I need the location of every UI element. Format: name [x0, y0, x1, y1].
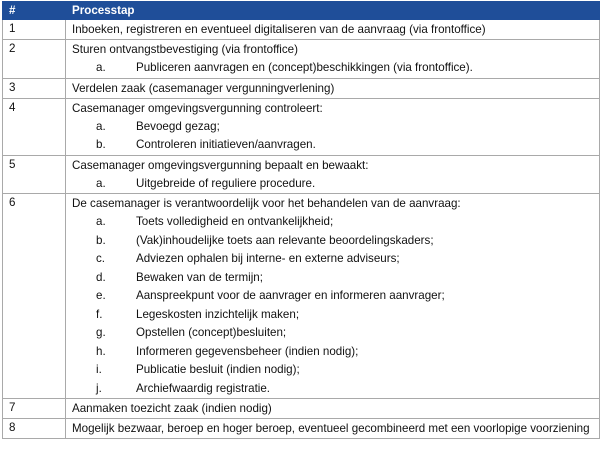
sub-item-text: Adviezen ophalen bij interne- en externe adviseurs; — [136, 252, 400, 265]
step-number: 5 — [3, 155, 66, 194]
sub-item-letter: a. — [96, 176, 106, 190]
sub-item-text: Aanspreekpunt voor de aanvrager en informeren aanvrager; — [136, 289, 445, 302]
sub-item — [72, 213, 593, 232]
step-cell — [66, 40, 600, 79]
step-number: 6 — [3, 194, 66, 399]
sub-item — [72, 118, 593, 137]
table-row — [3, 78, 600, 98]
sub-item-letter: b. — [96, 138, 106, 151]
sub-item-letter: b. — [96, 233, 106, 247]
sub-item-letter: f. — [96, 307, 103, 321]
sub-item — [72, 59, 593, 78]
sub-item-text: Informeren gegevensbeheer (indien nodig); — [136, 344, 359, 358]
step-number: 2 — [3, 40, 66, 79]
header-processtap: Processtap — [66, 2, 600, 20]
step-text: Aanmaken toezicht zaak (indien nodig) — [72, 402, 272, 415]
step-text: De casemanager is verantwoordelijk voor het behandelen van de aanvraag: — [72, 197, 461, 210]
sub-item-text: Publicatie besluit (indien nodig); — [136, 363, 300, 376]
sub-item-text: Toets volledigheid en ontvankelijkheid; — [136, 215, 334, 228]
sub-item — [72, 361, 593, 380]
step-number: 3 — [3, 78, 66, 98]
sub-item-text: (Vak)inhoudelijke toets aan relevante beoordelingskaders; — [136, 233, 434, 247]
sub-item-letter: g. — [96, 326, 106, 339]
header-number: # — [3, 2, 66, 20]
sub-item-text: Opstellen (concept)besluiten; — [136, 326, 287, 339]
sub-item-text: Publiceren aanvragen en (concept)beschikkingen (via frontoffice). — [136, 61, 473, 74]
sub-item — [72, 324, 593, 343]
sub-item — [72, 175, 593, 194]
sub-item-letter: j. — [96, 381, 102, 395]
sub-item — [72, 306, 593, 325]
sub-item — [72, 380, 593, 399]
sub-item-letter: d. — [96, 270, 106, 284]
sub-item-letter: a. — [96, 119, 106, 133]
sub-item — [72, 136, 593, 155]
process-table — [2, 1, 600, 439]
step-text: Sturen ontvangstbevestiging (via frontoffice) — [72, 43, 298, 56]
step-cell — [66, 78, 600, 98]
step-cell — [66, 20, 600, 40]
sub-item-text: Controleren initiatieven/aanvragen. — [136, 138, 316, 151]
step-number: 8 — [3, 419, 66, 439]
step-number: 7 — [3, 399, 66, 419]
sub-item-letter: a. — [96, 61, 106, 74]
sub-item-text: Legeskosten inzichtelijk maken; — [136, 307, 300, 321]
sub-item-letter: h. — [96, 344, 106, 358]
step-text: Inboeken, registreren en eventueel digitaliseren van de aanvraag (via frontoffice) — [72, 23, 486, 36]
sub-item-text: Bevoegd gezag; — [136, 119, 220, 133]
step-cell — [66, 399, 600, 419]
step-number: 1 — [3, 20, 66, 40]
step-text: Mogelijk bezwaar, beroep en hoger beroep, eventueel gecombineerd met een voorlopige voorziening — [72, 422, 590, 435]
step-cell — [66, 194, 600, 399]
table-row — [3, 194, 600, 399]
sub-item-letter: a. — [96, 215, 106, 228]
sub-item-letter: e. — [96, 289, 106, 302]
table-row — [3, 40, 600, 79]
table-row — [3, 419, 600, 439]
step-cell — [66, 419, 600, 439]
sub-item — [72, 269, 593, 288]
sub-item-text: Bewaken van de termijn; — [136, 270, 263, 284]
sub-item-letter: c. — [96, 252, 106, 265]
table-row — [3, 20, 600, 40]
sub-item-text: Archiefwaardig registratie. — [136, 381, 271, 395]
table-row — [3, 155, 600, 194]
header-row — [3, 2, 600, 20]
table-row — [3, 399, 600, 419]
step-number: 4 — [3, 98, 66, 155]
sub-item — [72, 343, 593, 362]
table-row — [3, 98, 600, 155]
sub-item — [72, 232, 593, 251]
step-text: Verdelen zaak (casemanager vergunningverlening) — [72, 81, 335, 95]
step-cell — [66, 98, 600, 155]
sub-item — [72, 250, 593, 269]
sub-item-letter: i. — [96, 363, 102, 376]
step-text: Casemanager omgevingsvergunning controleert: — [72, 101, 323, 115]
step-cell — [66, 155, 600, 194]
sub-item — [72, 287, 593, 306]
step-text: Casemanager omgevingsvergunning bepaalt en bewaakt: — [72, 158, 369, 172]
sub-item-text: Uitgebreide of reguliere procedure. — [136, 176, 316, 190]
